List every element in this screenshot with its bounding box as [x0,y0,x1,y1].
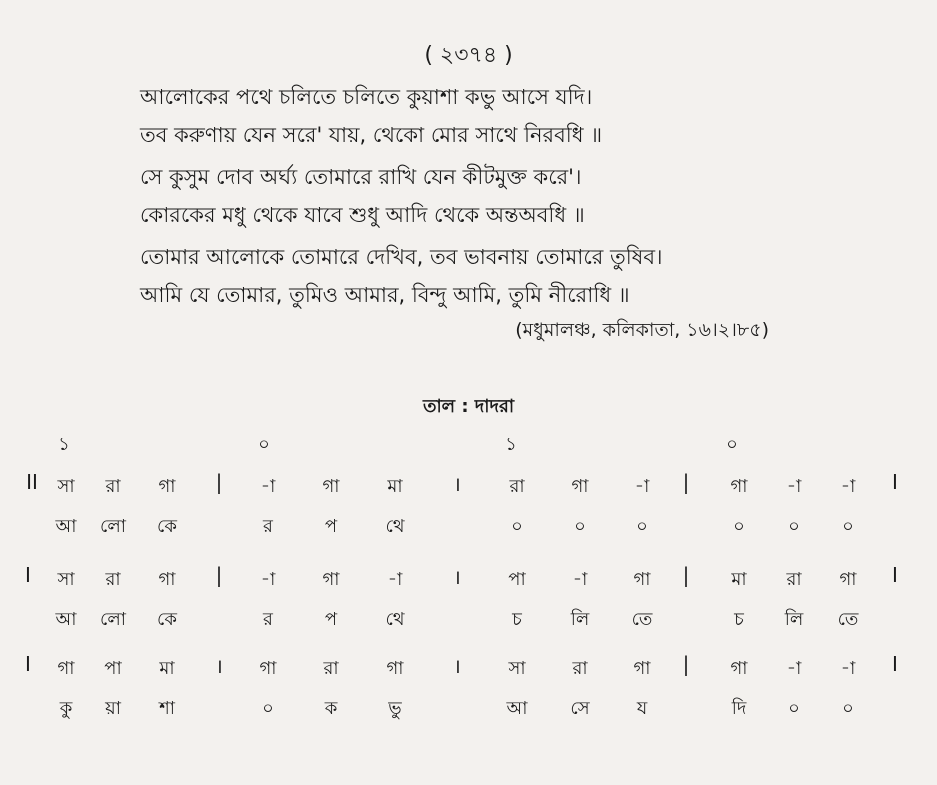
swara: পা [508,569,526,590]
syllable: আ [506,698,528,719]
syllable: লি [784,609,804,630]
swara: -া [387,569,403,590]
swara: গা [730,476,748,497]
swara: গা [158,569,176,590]
beat-marker: ০ [258,434,270,455]
syllable: আ [55,516,77,537]
syllable: য়া [105,698,121,719]
bar-separator: | [215,563,223,587]
swara: গা [322,569,340,590]
swara: রা [323,658,339,679]
swara: -া [840,476,856,497]
swara: রা [105,569,121,590]
swara: -া [840,658,856,679]
swara: রা [105,476,121,497]
swara: গা [730,658,748,679]
syllable: প [324,516,338,537]
syllable: ০ [788,698,800,719]
lyric-line: আমি যে তোমার, তুমিও আমার, বিন্দু আমি, তুমি নীরোধি ॥ [140,283,630,307]
syllable: সে [570,698,590,719]
swara: গা [259,658,277,679]
syllable: র [263,609,273,630]
lyric-line: সে কুসুম দোব অর্ঘ্য তোমারে রাখি যেন কীটমুক্ত করে'। [140,165,582,189]
bar-separator: । [215,654,223,678]
swara: গা [386,658,404,679]
swara: সা [57,569,75,590]
bar-separator: | [682,563,690,587]
swara: -া [260,569,276,590]
swara: সা [57,476,75,497]
syllable: আ [55,609,77,630]
source-citation: (মধুমালঞ্চ, কলিকাতা, ১৬।২।৮৫) [515,319,769,341]
syllable: তে [631,609,653,630]
swara: গা [322,476,340,497]
syllable: ভু [388,698,402,719]
syllable: ০ [842,698,854,719]
bar-separator: । [453,654,461,678]
swara: মা [731,569,747,590]
syllable: ০ [511,516,523,537]
row-end-bar: I [892,652,898,676]
syllable: র [263,516,273,537]
swara: রা [572,658,588,679]
beat-marker: ০ [726,434,738,455]
swara: গা [839,569,857,590]
swara: পা [104,658,122,679]
bar-separator: । [453,472,461,496]
row-start-bar: I [25,652,31,676]
lyric-line: কোরকের মধু থেকে যাবে শুধু আদি থেকে অন্তঅবধি ॥ [140,203,585,227]
syllable: কু [59,698,73,719]
swara: মা [387,476,403,497]
taal-heading: তাল : দাদরা [422,396,515,417]
lyric-line: তোমার আলোকে তোমারে দেখিব, তব ভাবনায় তোমারে তুষিব। [140,245,663,269]
syllable: ক [324,698,338,719]
bar-separator: | [682,470,690,494]
swara: গা [633,658,651,679]
syllable: ০ [574,516,586,537]
swara: সা [508,658,526,679]
row-start-bar: II [26,470,38,494]
syllable: লো [100,516,126,537]
swara: রা [509,476,525,497]
syllable: কে [157,516,177,537]
bar-separator: | [215,470,223,494]
swara: গা [571,476,589,497]
bar-separator: । [453,565,461,589]
swara: -া [634,476,650,497]
bar-separator: | [682,652,690,676]
syllable: দি [731,698,747,719]
swara: -া [572,569,588,590]
syllable: থে [385,516,405,537]
syllable: তে [837,609,859,630]
lyrics-block [140,78,840,314]
syllable: কে [157,609,177,630]
swara: রা [786,569,802,590]
syllable: য [636,698,648,719]
swara: -া [786,658,802,679]
syllable: লো [100,609,126,630]
swara: -া [260,476,276,497]
syllable: শা [159,698,175,719]
syllable: ০ [636,516,648,537]
row-start-bar: I [25,563,31,587]
syllable: লি [570,609,590,630]
syllable: ০ [842,516,854,537]
row-end-bar: I [892,563,898,587]
beat-marker: ১ [58,434,70,455]
syllable: চ [512,609,522,630]
lyric-line: তব করুণায় যেন সরে' যায়, থেকো মোর সাথে নিরবধি ॥ [140,123,603,147]
swara: মা [159,658,175,679]
beat-marker: ১ [505,434,517,455]
swara: গা [633,569,651,590]
syllable: প [324,609,338,630]
swara: -া [786,476,802,497]
syllable: থে [385,609,405,630]
page-number: ( ২৩৭৪ ) [424,43,513,68]
syllable: ০ [733,516,745,537]
syllable: ০ [262,698,274,719]
syllable: ০ [788,516,800,537]
swara: গা [158,476,176,497]
lyric-line: আলোকের পথে চলিতে চলিতে কুয়াশা কভু আসে যদি। [140,85,593,109]
row-end-bar: I [892,470,898,494]
syllable: চ [734,609,744,630]
swara: গা [57,658,75,679]
